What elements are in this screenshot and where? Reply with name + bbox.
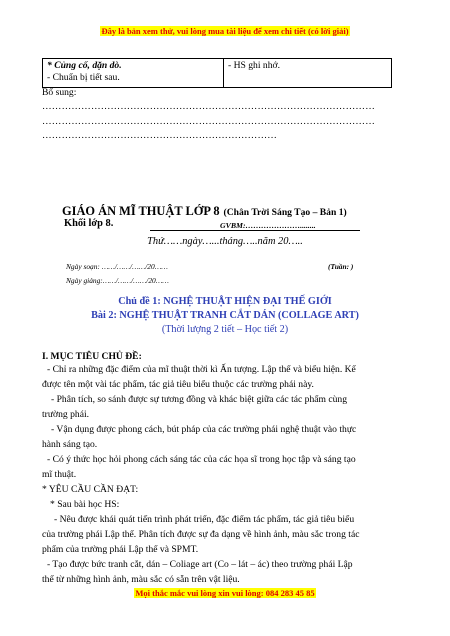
topic-heading: Chủ đề 1: NGHỆ THUẬT HIỆN ĐẠI THẾ GIỚI (118, 296, 332, 307)
objective-2b: trường phái. (42, 409, 90, 420)
footer-banner (0, 588, 450, 598)
requirement-1a: - Nêu được khái quát tiến trình phát triển, đặc điểm tác phẩm, tác giả tiêu biểu (54, 514, 355, 525)
requirements-heading: * YÊU CẦU CẦN ĐẠT: (42, 484, 139, 495)
header-banner-text: Đây là bản xem thử, vui lòng mua tài liệu để xem chi tiết (có lời giải) (101, 26, 349, 36)
after-lesson-label: * Sau bài học HS: (50, 499, 120, 510)
duration-note: (Thời lượng 2 tiết – Học tiết 2) (161, 324, 289, 335)
objective-1a: - Chỉ ra những đặc điểm của mĩ thuật thời kì Ấn tượng. Lập thể và biểu hiện. Kể (47, 364, 356, 375)
header-underline (150, 230, 360, 231)
summary-left-text: - Chuẩn bị tiết sau. (47, 72, 120, 83)
supplement-line-2: ………………………………………………………………………………………… (42, 116, 375, 127)
supplement-label: Bổ sung: (42, 87, 77, 98)
teach-date: Ngày giảng:……/……/……/20…… (66, 276, 169, 285)
requirement-1c: phẩm của trường phái Lập thể và SPMT. (42, 544, 199, 555)
summary-left-cell (43, 59, 224, 88)
objectives-block (42, 362, 408, 587)
supplement-line-1: ………………………………………………………………………………………… (42, 101, 375, 112)
header-banner (0, 26, 450, 36)
grade-label: Khối lớp 8. (64, 218, 114, 229)
lesson-title-main: GIÁO ÁN MĨ THUẬT LỚP 8 (62, 204, 220, 218)
supplement-line-3: ……………………………………………………………… (42, 130, 278, 141)
prep-date: Ngày soạn: ……/……/……/20…… (66, 262, 168, 271)
objective-2a: - Phân tích, so sánh được sự tương đồng và khác biệt giữa các tác phẩm cùng (51, 394, 348, 405)
objective-4a: - Có ý thức học hỏi phong cách sáng tác của các họa sĩ trong học tập và sáng tạo (47, 454, 356, 465)
summary-left-title: * Củng cố, dặn dò. (47, 60, 122, 71)
requirement-2a: - Tạo được bức tranh cắt, dán – Coliage art (Co – lát – ác) theo trường phái Lập (47, 559, 353, 570)
objective-3b: hành sáng tạo. (42, 439, 98, 450)
lesson-heading: Bài 2: NGHỆ THUẬT TRANH CẮT DÁN (COLLAGE ART) (91, 310, 359, 321)
objective-1b: được tên một vài tác phẩm, tác giả tiêu biểu thuộc các trường phái này. (42, 379, 314, 390)
week-label: (Tuần: ) (328, 262, 354, 271)
date-line: Thứ……ngày…...tháng…..năm 20….. (147, 236, 303, 247)
summary-right-text: - HS ghi nhớ. (228, 60, 280, 71)
requirement-2b: thể từ những hình ảnh, màu sắc có sẵn trên vật liệu. (42, 574, 240, 585)
footer-banner-text: Mọi thắc mắc vui lòng xin vui lòng: 084 283 45 85 (135, 588, 315, 598)
lesson-title-suffix: (Chân Trời Sáng Tạo – Bản 1) (223, 207, 347, 218)
summary-right-cell (224, 59, 392, 88)
summary-table (42, 58, 392, 88)
requirement-1b: của trường phái Lập thể. Phân tích được sự đa dạng về hình ảnh, màu sắc trong tác (42, 529, 360, 540)
section-objectives-heading: I. MỤC TIÊU CHỦ ĐỀ: (42, 351, 142, 362)
objective-3a: - Vận dụng được phong cách, bút pháp của các trường phái nghệ thuật vào thực (51, 424, 357, 435)
teacher-label: GVBM:…………………........ (220, 221, 316, 230)
objective-4b: mĩ thuật. (42, 469, 77, 480)
